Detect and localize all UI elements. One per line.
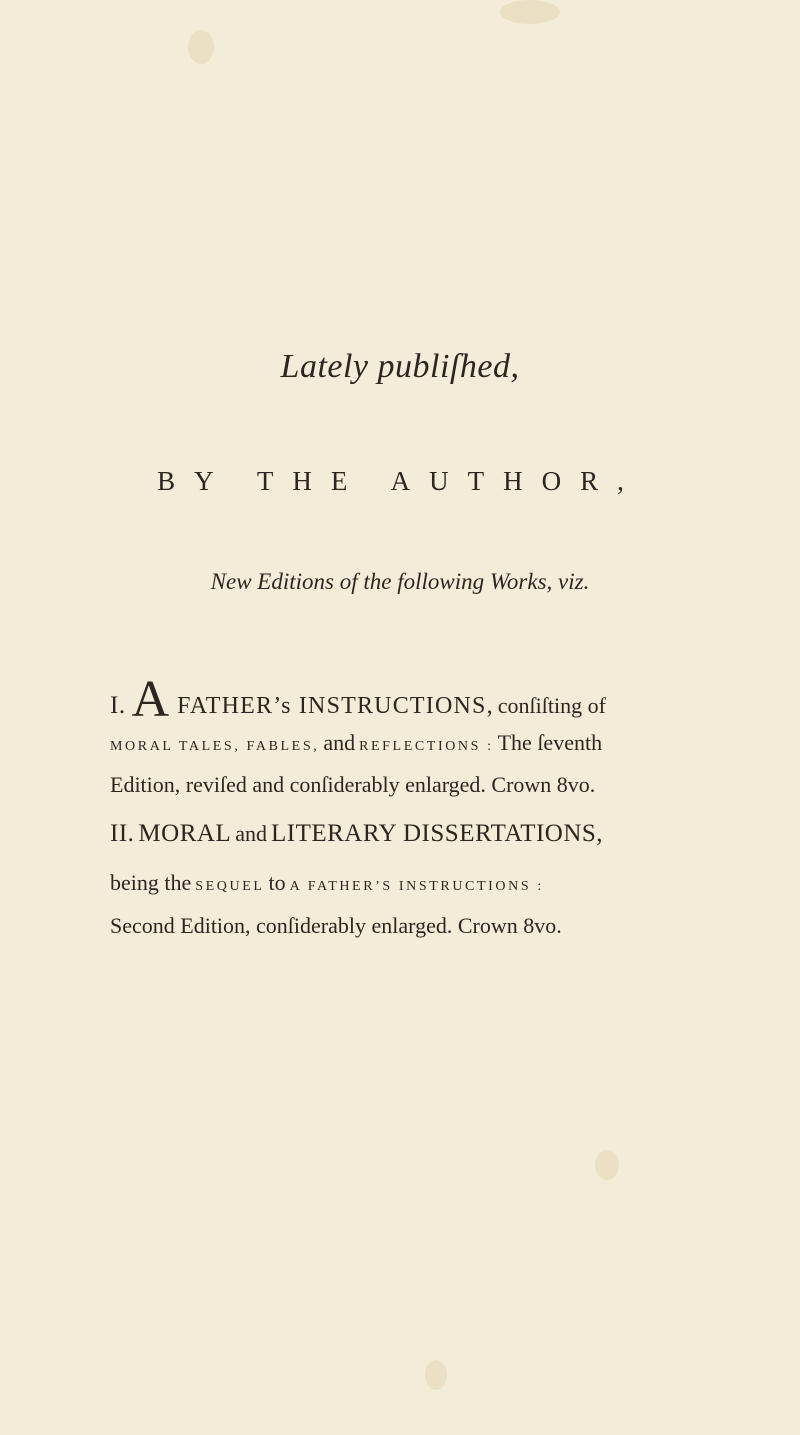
entry-2-sequel: SEQUEL bbox=[195, 879, 265, 894]
entry-1-desc-2: The ſeventh bbox=[497, 730, 603, 755]
entry-2-desc-2: Second Edition, conſiderably enlarged. Crown 8vo. bbox=[110, 913, 562, 938]
entry-2-line-2 bbox=[110, 870, 544, 896]
entry-2-to: to bbox=[268, 870, 286, 895]
entry-2-desc-1: being the bbox=[110, 870, 192, 895]
entry-1-and: and bbox=[323, 730, 356, 755]
by-the-author-heading: BY THE AUTHOR, bbox=[157, 466, 643, 496]
lately-published-heading: Lately publiſhed, bbox=[280, 348, 520, 385]
entry-1-title: FATHER’s INSTRUCTIONS, bbox=[177, 693, 494, 719]
entry-1-line-3 bbox=[110, 772, 595, 798]
paper-stain bbox=[500, 0, 560, 24]
entry-1-subtitle: MORAL TALES, FABLES, bbox=[110, 739, 320, 754]
new-editions-subheading: New Editions of the following Works, viz. bbox=[210, 569, 590, 594]
paper-stain bbox=[425, 1360, 447, 1390]
entry-2-and: and bbox=[235, 821, 267, 846]
entry-1-numeral: I. bbox=[110, 692, 126, 719]
entry-1-line-2 bbox=[110, 730, 602, 756]
entry-2-title-rest: LITERARY DISSERTATIONS, bbox=[270, 820, 604, 847]
entry-1-desc-3: Edition, reviſed and conſiderably enlarged. Crown 8vo. bbox=[110, 772, 596, 797]
entry-2-sequel-rest: A FATHER’S INSTRUCTIONS : bbox=[289, 879, 544, 894]
paper-stain bbox=[188, 30, 214, 64]
entry-2-line-1 bbox=[110, 820, 603, 848]
entry-1-desc-1: conſiſting of bbox=[497, 693, 606, 718]
entry-1-initial: A bbox=[131, 671, 170, 728]
entry-2-line-3 bbox=[110, 913, 562, 939]
entry-2-numeral: II. bbox=[110, 820, 135, 847]
entry-1-line-1 bbox=[110, 670, 606, 729]
entry-2-title: MORAL bbox=[138, 820, 232, 847]
entry-1-subtitle-2: REFLECTIONS : bbox=[359, 739, 494, 754]
paper-stain bbox=[595, 1150, 619, 1180]
